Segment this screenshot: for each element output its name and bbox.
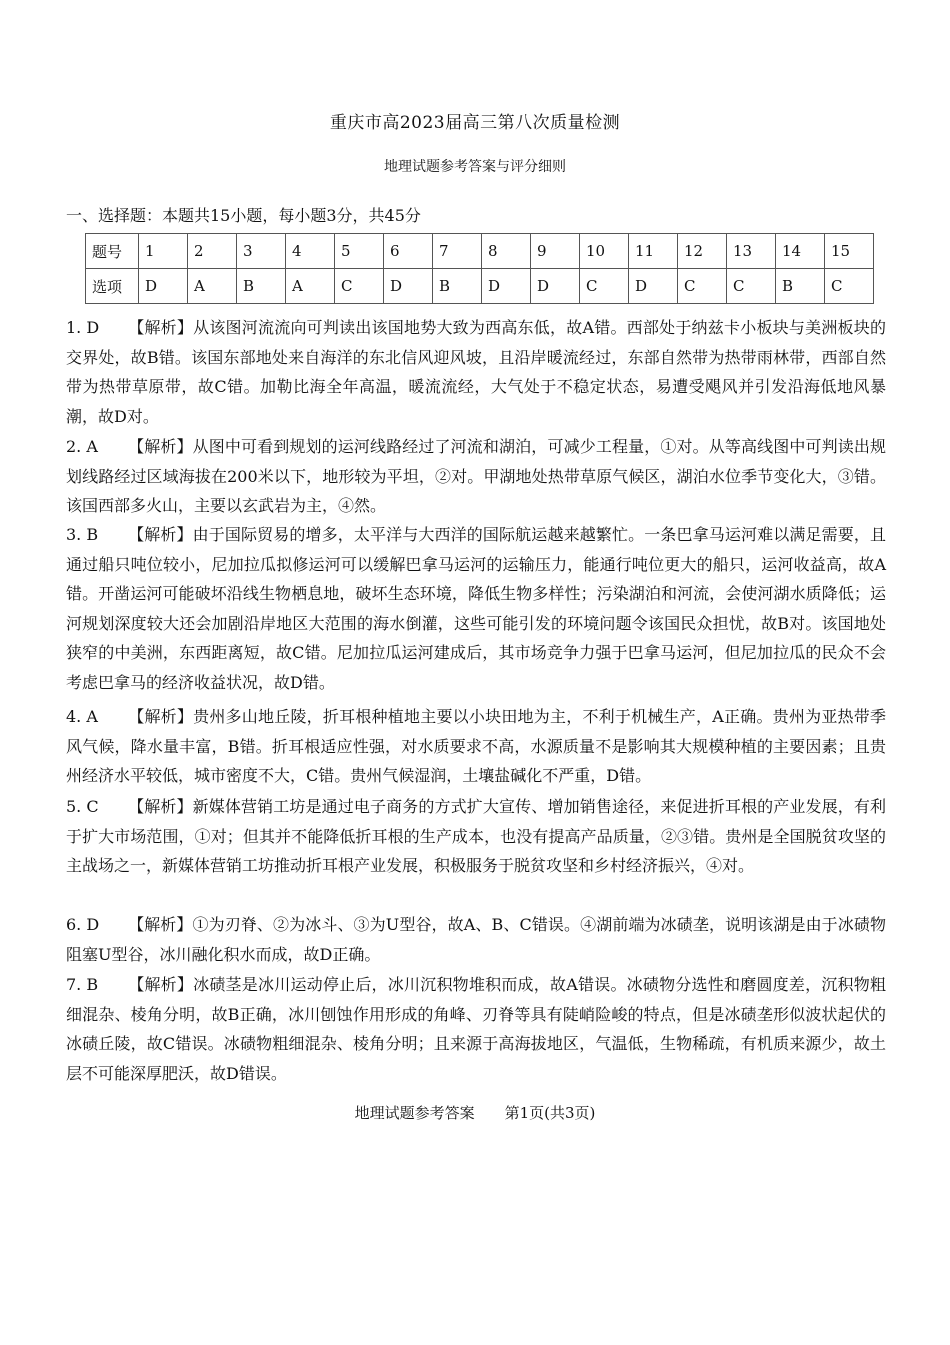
item-text: 【解析】从该图河流流向可判读出该国地势大致为西高东低，故A错。西部处于纳兹卡小板块与美洲板块的交界处，故B错。该国东部地处来自海洋的东北信风迎风坡，且沿岸暖流经过，东部自然带为热带雨林带，西部自然带为热带草原带，故C错。加勒比海全年高温，暖流流经，大气处于不稳定状态，易遭受飓风并引发沿海低地风暴潮，故D对。	[66, 318, 886, 426]
number-row	[86, 234, 874, 269]
answer-cell: C	[727, 269, 776, 304]
answer-cell: B	[776, 269, 825, 304]
item-text: 【解析】由于国际贸易的增多，太平洋与大西洋的国际航运越来越繁忙。一条巴拿马运河难以满足需要，且通过船只吨位较小，尼加拉瓜拟修运河可以缓解巴拿马运河的运输压力，能通行吨位更大的船只，运河收益高，故A错。开凿运河可能破坏沿线生物栖息地，破坏生态环境，降低生物多样性；污染湖泊和河流，会使河湖水质降低；运河规划深度较大还会加剧沿岸地区大范围的海水倒灌，这些可能引发的环境问题令该国民众担忧，故B对。该国地处狭窄的中美洲，东西距离短，故C错。尼加拉瓜运河建成后，其市场竞争力强于巴拿马运河，但尼加拉瓜的民众不会考虑巴拿马的经济收益状况，故D错。	[66, 525, 886, 692]
answer-cell: C	[678, 269, 727, 304]
answer-cell: D	[482, 269, 531, 304]
answer-item-7	[66, 970, 886, 1088]
answer-cell: D	[139, 269, 188, 304]
item-text: 【解析】冰碛茎是冰川运动停止后，冰川沉积物堆积而成，故A错误。冰碛物分选性和磨圆度差，沉积物粗细混杂、棱角分明，故B正确，冰川刨蚀作用形成的角峰、刃脊等具有陡峭险峻的特点，但是冰碛垄形似波状起伏的冰碛丘陵，故C错误。冰碛物粗细混杂、棱角分明；且来源于高海拔地区，气温低，生物稀疏，有机质来源少，故土层不可能深厚肥沃，故D错误。	[66, 975, 886, 1083]
answer-item-1	[66, 313, 886, 431]
answer-item-3	[66, 520, 886, 697]
item-text: 【解析】新媒体营销工坊是通过电子商务的方式扩大宣传、增加销售途径，来促进折耳根的产业发展，有利于扩大市场范围，①对；但其并不能降低折耳根的生产成本，也没有提高产品质量，②③错。贵州是全国脱贫攻坚的主战场之一，新媒体营销工坊推动折耳根产业发展，积极服务于脱贫攻坚和乡村经济振兴，④对。	[66, 797, 886, 875]
answer-cell: C	[825, 269, 874, 304]
number-cell: 13	[727, 234, 776, 269]
row-label: 题号	[86, 234, 139, 269]
number-cell: 8	[482, 234, 531, 269]
answer-cell: B	[237, 269, 286, 304]
item-text: 【解析】①为刃脊、②为冰斗、③为U型谷，故A、B、C错误。④湖前端为冰碛垄，说明该湖是由于冰碛物阻塞U型谷，冰川融化积水而成，故D正确。	[66, 915, 886, 964]
answer-cell: D	[531, 269, 580, 304]
answer-row	[86, 269, 874, 304]
answer-cell: A	[286, 269, 335, 304]
answer-item-6	[66, 910, 886, 969]
item-number: 4. A	[66, 707, 98, 726]
number-cell: 10	[580, 234, 629, 269]
number-cell: 4	[286, 234, 335, 269]
number-cell: 6	[384, 234, 433, 269]
item-number: 5. C	[66, 797, 99, 816]
item-number: 1. D	[66, 318, 100, 337]
number-cell: 12	[678, 234, 727, 269]
item-text: 【解析】从图中可看到规划的运河线路经过了河流和湖泊，可减少工程量，①对。从等高线图中可判读出规划线路经过区域海拔在200米以下，地形较为平坦，②对。甲湖地处热带草原气候区，湖泊水位季节变化大，③错。该国西部多火山，主要以玄武岩为主，④然。	[66, 437, 886, 515]
number-cell: 11	[629, 234, 678, 269]
item-number: 6. D	[66, 915, 100, 934]
number-cell: 7	[433, 234, 482, 269]
item-number: 3. B	[66, 525, 99, 544]
page-footer: 地理试题参考答案 第1页(共3页)	[354, 1104, 596, 1122]
page-subtitle: 地理试题参考答案与评分细则	[384, 159, 566, 175]
number-cell: 15	[825, 234, 874, 269]
item-number: 7. B	[66, 975, 99, 994]
number-cell: 14	[776, 234, 825, 269]
number-cell: 3	[237, 234, 286, 269]
page-title: 重庆市高2023届高三第八次质量检测	[329, 113, 621, 133]
answer-cell: A	[188, 269, 237, 304]
answer-cell: B	[433, 269, 482, 304]
item-text: 【解析】贵州多山地丘陵，折耳根种植地主要以小块田地为主，不利于机械生产，A正确。贵州为亚热带季风气候，降水量丰富，B错。折耳根适应性强，对水质要求不高，水源质量不是影响其大规模种植的主要因素；且贵州经济水平较低，城市密度不大，C错。贵州气候湿润，土壤盐碱化不严重，D错。	[66, 707, 886, 785]
item-number: 2. A	[66, 437, 98, 456]
answer-item-4	[66, 702, 886, 791]
number-cell: 1	[139, 234, 188, 269]
number-cell: 2	[188, 234, 237, 269]
answer-cell: C	[580, 269, 629, 304]
answer-item-2	[66, 432, 886, 521]
answer-item-5	[66, 792, 886, 881]
number-cell: 5	[335, 234, 384, 269]
section-heading: 一、选择题：本题共15小题，每小题3分，共45分	[66, 206, 421, 225]
number-cell: 9	[531, 234, 580, 269]
row-label: 选项	[86, 269, 139, 304]
answer-table	[85, 233, 874, 304]
answer-cell: D	[384, 269, 433, 304]
answer-cell: D	[629, 269, 678, 304]
answer-cell: C	[335, 269, 384, 304]
